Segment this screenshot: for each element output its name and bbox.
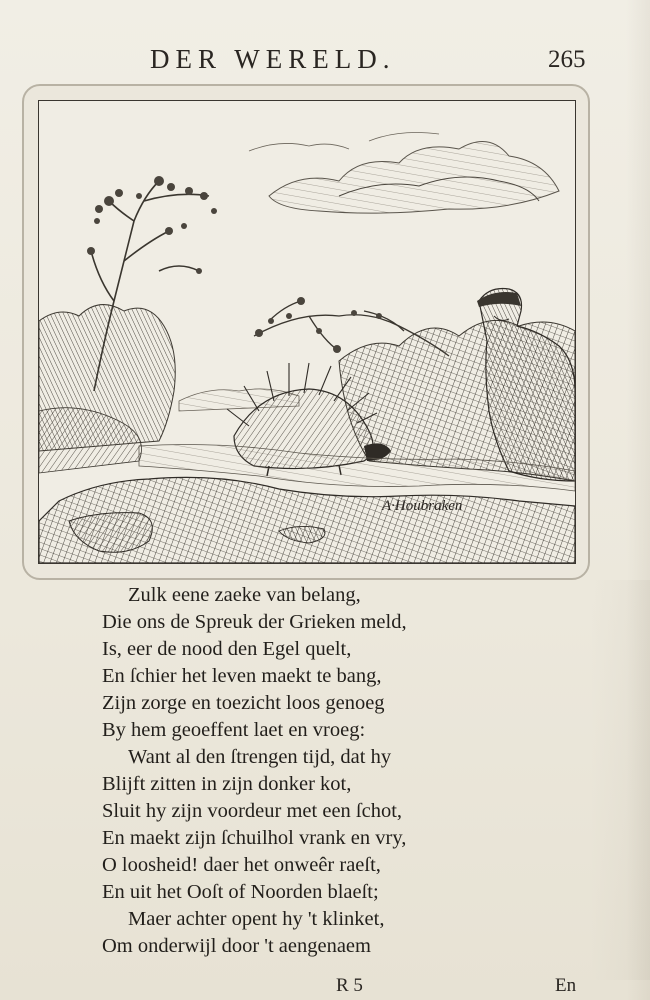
poem-line: Zulk eene zaeke van belang, — [128, 584, 361, 606]
branch-leaves — [255, 297, 382, 353]
poem-line: Maer achter opent hy 't klinket, — [128, 908, 385, 930]
poem-line: Is, eer de nood den Egel quelt, — [102, 638, 352, 660]
show-through-shadow — [590, 580, 650, 980]
clouds — [249, 133, 559, 214]
poem-line: Zijn zorge en toezicht loos genoeg — [102, 692, 385, 714]
poem-line: O loosheid! daer het onweêr raeſt, — [102, 854, 381, 876]
poem-line: Om onderwijl door 't aengenaem — [102, 935, 371, 957]
poem-line: En ſchier het leven maekt te bang, — [102, 665, 382, 687]
poem-line: Blijft zitten in zijn donker kot, — [102, 773, 352, 795]
hedgehog-landscape-etching — [39, 101, 575, 563]
engraving-illustration — [38, 100, 576, 564]
poem-line: Die ons de Spreuk der Grieken meld, — [102, 611, 407, 633]
poem-line: Sluit hy zijn voordeur met een ſchot, — [102, 800, 403, 822]
artist-signature: A·Houbraken — [382, 498, 463, 514]
running-head: DER WERELD. — [150, 44, 396, 74]
left-tree-foliage — [87, 176, 217, 274]
poem-line: En uit het Ooſt of Noorden blaeſt; — [102, 881, 379, 903]
poem-line: Want al den ſtrengen tijd, dat hy — [128, 746, 392, 768]
signature-mark: R 5 — [336, 975, 363, 996]
page-number: 265 — [548, 46, 586, 73]
poem-line: En maekt zijn ſchuilhol vrank en vry, — [102, 827, 407, 849]
poem-line: By hem geoeffent laet en vroeg: — [102, 719, 366, 741]
catchword: En — [555, 975, 577, 996]
